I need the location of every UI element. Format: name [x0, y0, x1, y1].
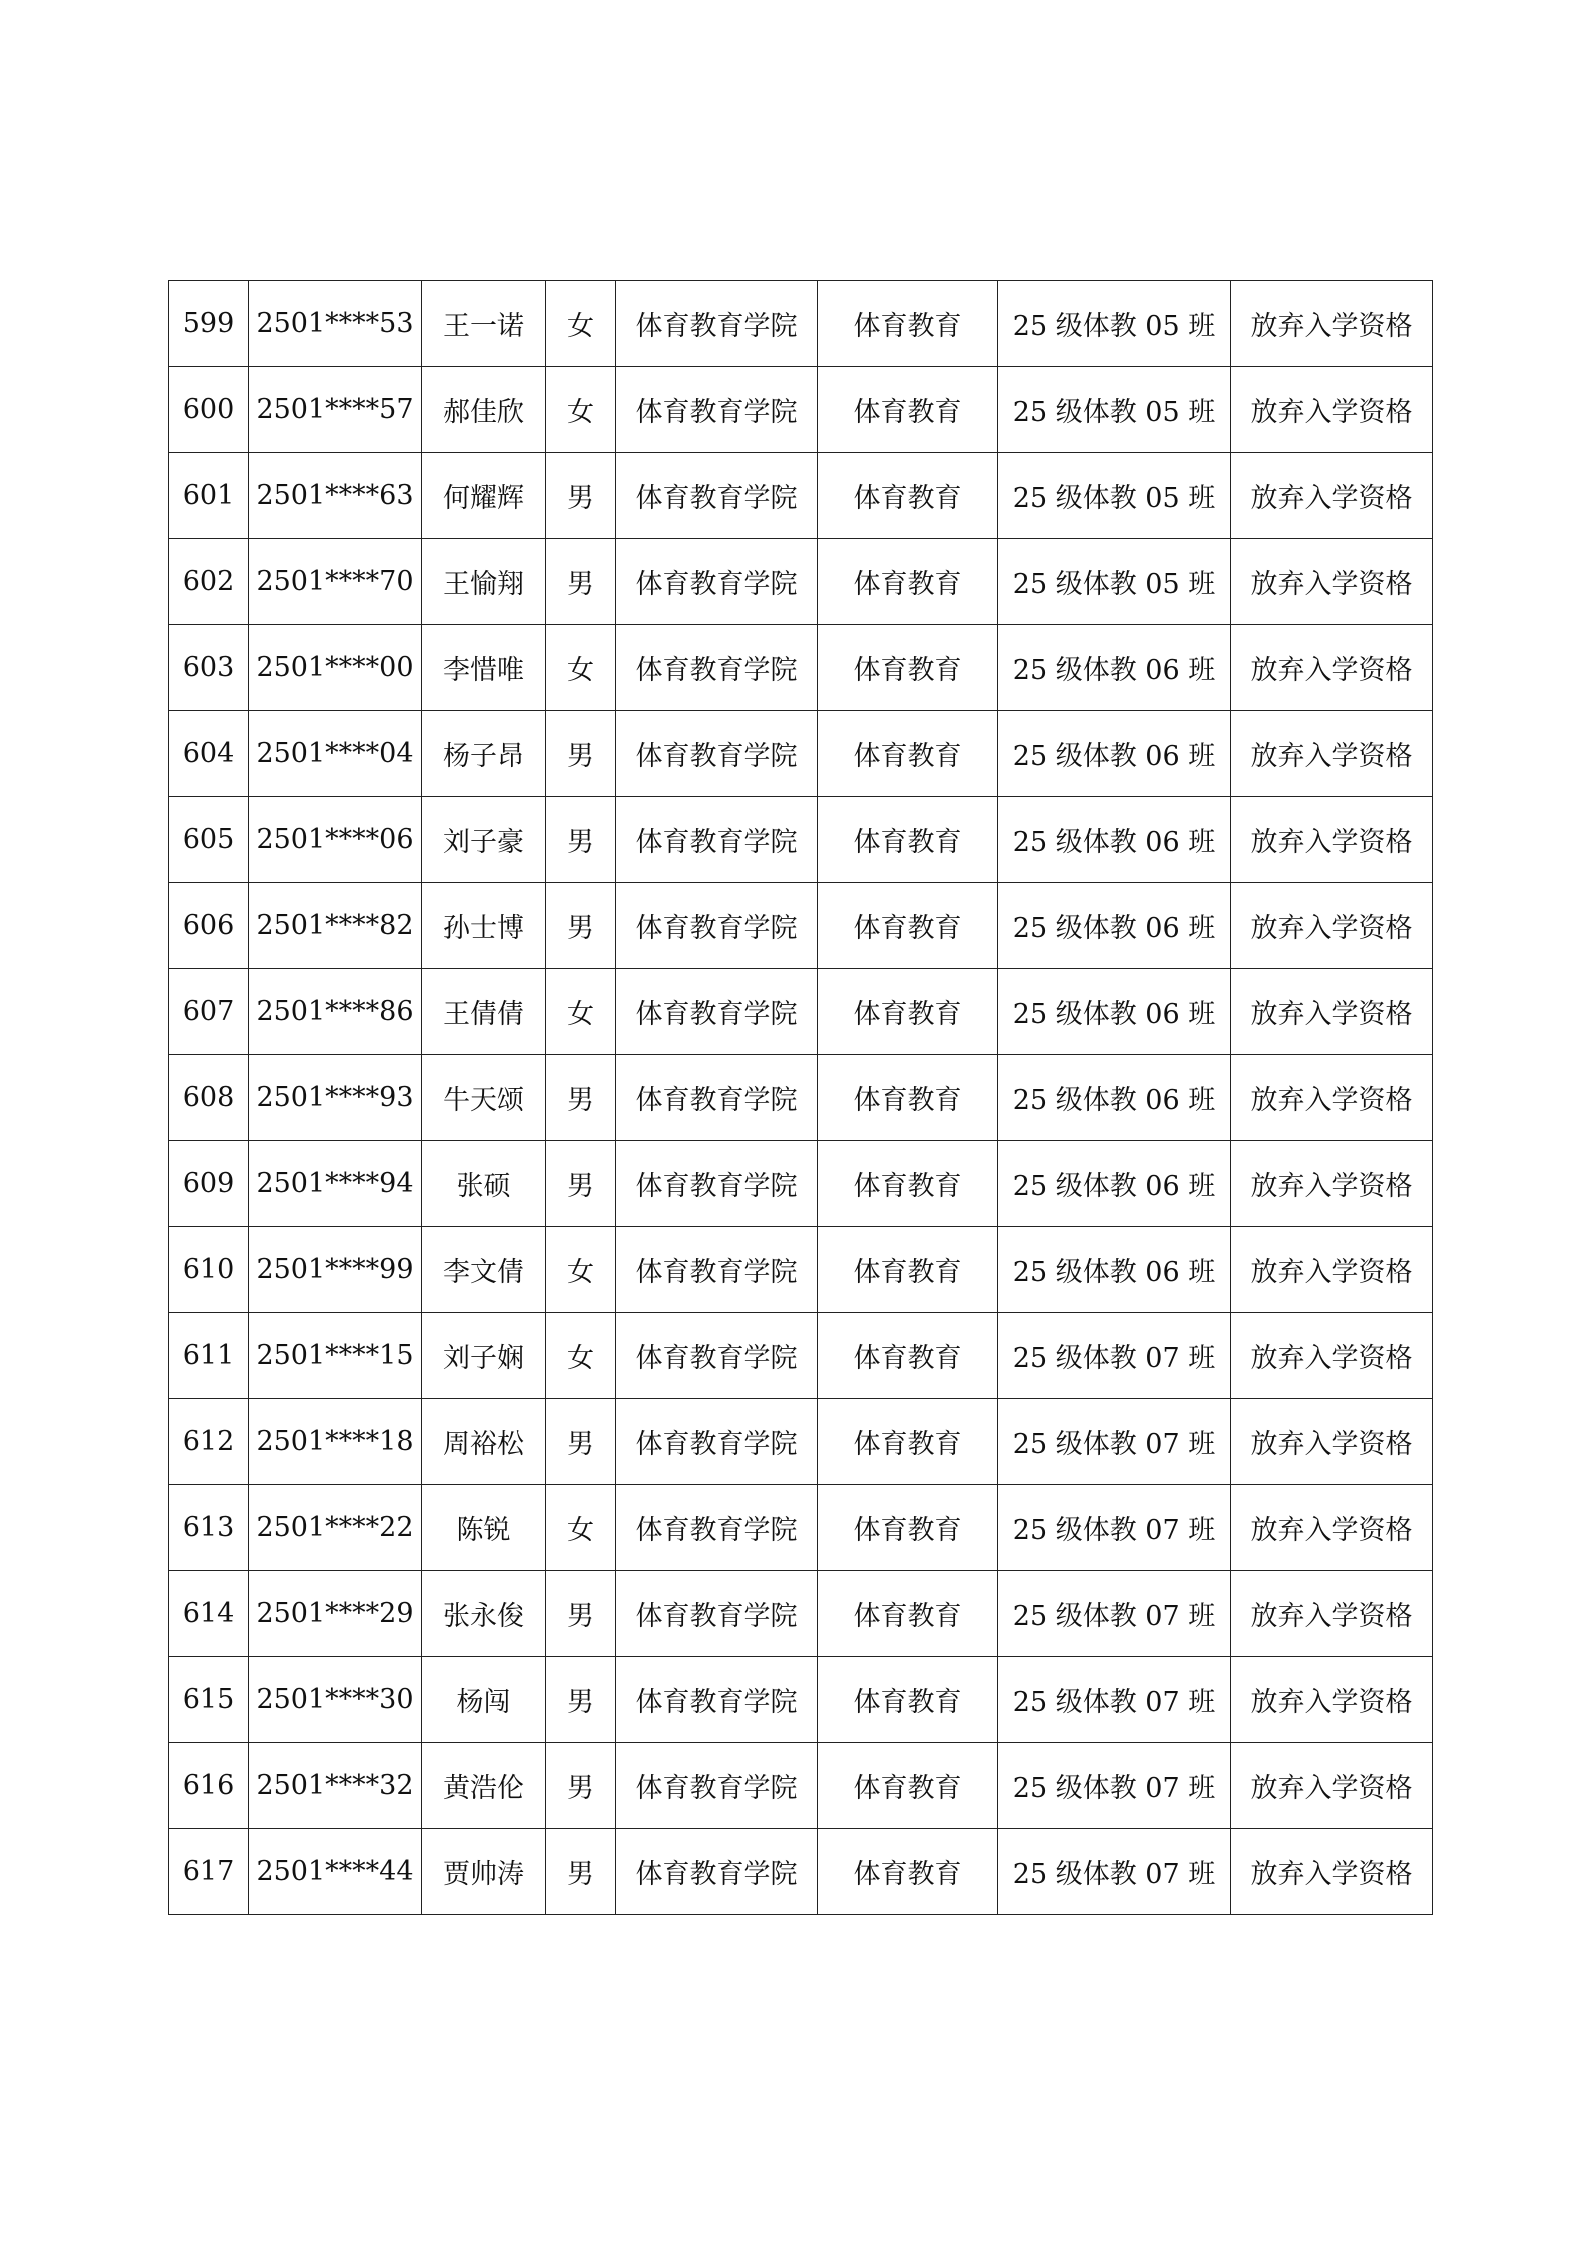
row-number-cell: 602	[169, 539, 249, 625]
table-row	[169, 969, 1433, 1055]
student-name-cell: 何耀辉	[422, 453, 546, 539]
student-name-cell: 杨闯	[422, 1657, 546, 1743]
gender-cell: 女	[546, 625, 616, 711]
row-number-cell: 604	[169, 711, 249, 797]
table-row	[169, 797, 1433, 883]
gender-cell: 男	[546, 1571, 616, 1657]
gender-cell: 男	[546, 883, 616, 969]
table-row	[169, 1313, 1433, 1399]
class-cell: 25 级体教 06 班	[998, 1055, 1231, 1141]
college-cell: 体育教育学院	[616, 711, 818, 797]
student-name-cell: 周裕松	[422, 1399, 546, 1485]
student-name-cell: 刘子娴	[422, 1313, 546, 1399]
table-row	[169, 1743, 1433, 1829]
college-cell: 体育教育学院	[616, 367, 818, 453]
college-cell: 体育教育学院	[616, 1657, 818, 1743]
table-row	[169, 1399, 1433, 1485]
major-cell: 体育教育	[818, 453, 998, 539]
row-number-cell: 615	[169, 1657, 249, 1743]
student-id-cell: 2501****82	[249, 883, 422, 969]
class-cell: 25 级体教 07 班	[998, 1485, 1231, 1571]
table-row	[169, 1227, 1433, 1313]
row-number-cell: 608	[169, 1055, 249, 1141]
major-cell: 体育教育	[818, 539, 998, 625]
student-id-cell: 2501****57	[249, 367, 422, 453]
student-roster-table	[168, 280, 1433, 1915]
row-number-cell: 609	[169, 1141, 249, 1227]
student-id-cell: 2501****93	[249, 1055, 422, 1141]
student-name-cell: 张永俊	[422, 1571, 546, 1657]
class-cell: 25 级体教 07 班	[998, 1657, 1231, 1743]
college-cell: 体育教育学院	[616, 1141, 818, 1227]
row-number-cell: 617	[169, 1829, 249, 1915]
college-cell: 体育教育学院	[616, 1571, 818, 1657]
row-number-cell: 607	[169, 969, 249, 1055]
college-cell: 体育教育学院	[616, 539, 818, 625]
status-cell: 放弃入学资格	[1231, 969, 1433, 1055]
table-row	[169, 539, 1433, 625]
student-id-cell: 2501****44	[249, 1829, 422, 1915]
major-cell: 体育教育	[818, 281, 998, 367]
student-name-cell: 刘子豪	[422, 797, 546, 883]
row-number-cell: 612	[169, 1399, 249, 1485]
student-name-cell: 李惜唯	[422, 625, 546, 711]
college-cell: 体育教育学院	[616, 883, 818, 969]
class-cell: 25 级体教 06 班	[998, 1141, 1231, 1227]
gender-cell: 女	[546, 281, 616, 367]
student-id-cell: 2501****99	[249, 1227, 422, 1313]
status-cell: 放弃入学资格	[1231, 1743, 1433, 1829]
college-cell: 体育教育学院	[616, 1227, 818, 1313]
class-cell: 25 级体教 07 班	[998, 1743, 1231, 1829]
status-cell: 放弃入学资格	[1231, 625, 1433, 711]
class-cell: 25 级体教 06 班	[998, 883, 1231, 969]
gender-cell: 男	[546, 1399, 616, 1485]
table-row	[169, 625, 1433, 711]
gender-cell: 男	[546, 1141, 616, 1227]
table-row	[169, 281, 1433, 367]
student-name-cell: 李文倩	[422, 1227, 546, 1313]
status-cell: 放弃入学资格	[1231, 1657, 1433, 1743]
status-cell: 放弃入学资格	[1231, 1571, 1433, 1657]
class-cell: 25 级体教 07 班	[998, 1313, 1231, 1399]
row-number-cell: 610	[169, 1227, 249, 1313]
student-id-cell: 2501****04	[249, 711, 422, 797]
gender-cell: 女	[546, 367, 616, 453]
student-name-cell: 贾帅涛	[422, 1829, 546, 1915]
gender-cell: 男	[546, 1743, 616, 1829]
gender-cell: 男	[546, 1829, 616, 1915]
major-cell: 体育教育	[818, 1485, 998, 1571]
gender-cell: 女	[546, 1227, 616, 1313]
student-id-cell: 2501****63	[249, 453, 422, 539]
gender-cell: 男	[546, 539, 616, 625]
gender-cell: 女	[546, 1313, 616, 1399]
student-id-cell: 2501****29	[249, 1571, 422, 1657]
table-row	[169, 883, 1433, 969]
status-cell: 放弃入学资格	[1231, 1227, 1433, 1313]
college-cell: 体育教育学院	[616, 1829, 818, 1915]
major-cell: 体育教育	[818, 1055, 998, 1141]
major-cell: 体育教育	[818, 1657, 998, 1743]
class-cell: 25 级体教 06 班	[998, 797, 1231, 883]
table-row	[169, 1657, 1433, 1743]
class-cell: 25 级体教 06 班	[998, 1227, 1231, 1313]
status-cell: 放弃入学资格	[1231, 281, 1433, 367]
student-name-cell: 郝佳欣	[422, 367, 546, 453]
class-cell: 25 级体教 05 班	[998, 539, 1231, 625]
class-cell: 25 级体教 06 班	[998, 625, 1231, 711]
college-cell: 体育教育学院	[616, 1313, 818, 1399]
class-cell: 25 级体教 07 班	[998, 1399, 1231, 1485]
status-cell: 放弃入学资格	[1231, 1829, 1433, 1915]
gender-cell: 男	[546, 797, 616, 883]
status-cell: 放弃入学资格	[1231, 539, 1433, 625]
class-cell: 25 级体教 07 班	[998, 1571, 1231, 1657]
status-cell: 放弃入学资格	[1231, 797, 1433, 883]
row-number-cell: 611	[169, 1313, 249, 1399]
major-cell: 体育教育	[818, 1829, 998, 1915]
student-id-cell: 2501****00	[249, 625, 422, 711]
major-cell: 体育教育	[818, 1227, 998, 1313]
table-row	[169, 711, 1433, 797]
status-cell: 放弃入学资格	[1231, 711, 1433, 797]
row-number-cell: 606	[169, 883, 249, 969]
student-id-cell: 2501****30	[249, 1657, 422, 1743]
table-row	[169, 1571, 1433, 1657]
gender-cell: 男	[546, 453, 616, 539]
major-cell: 体育教育	[818, 1141, 998, 1227]
major-cell: 体育教育	[818, 797, 998, 883]
major-cell: 体育教育	[818, 969, 998, 1055]
major-cell: 体育教育	[818, 711, 998, 797]
student-name-cell: 王倩倩	[422, 969, 546, 1055]
major-cell: 体育教育	[818, 883, 998, 969]
row-number-cell: 614	[169, 1571, 249, 1657]
student-id-cell: 2501****86	[249, 969, 422, 1055]
gender-cell: 女	[546, 1485, 616, 1571]
row-number-cell: 600	[169, 367, 249, 453]
class-cell: 25 级体教 06 班	[998, 711, 1231, 797]
status-cell: 放弃入学资格	[1231, 453, 1433, 539]
row-number-cell: 603	[169, 625, 249, 711]
student-id-cell: 2501****94	[249, 1141, 422, 1227]
student-name-cell: 陈锐	[422, 1485, 546, 1571]
student-id-cell: 2501****22	[249, 1485, 422, 1571]
student-name-cell: 王愉翔	[422, 539, 546, 625]
gender-cell: 男	[546, 711, 616, 797]
student-name-cell: 王一诺	[422, 281, 546, 367]
status-cell: 放弃入学资格	[1231, 883, 1433, 969]
row-number-cell: 599	[169, 281, 249, 367]
gender-cell: 男	[546, 1055, 616, 1141]
college-cell: 体育教育学院	[616, 625, 818, 711]
gender-cell: 女	[546, 969, 616, 1055]
student-id-cell: 2501****06	[249, 797, 422, 883]
college-cell: 体育教育学院	[616, 1485, 818, 1571]
class-cell: 25 级体教 06 班	[998, 969, 1231, 1055]
major-cell: 体育教育	[818, 1313, 998, 1399]
row-number-cell: 613	[169, 1485, 249, 1571]
table-row	[169, 453, 1433, 539]
college-cell: 体育教育学院	[616, 1743, 818, 1829]
status-cell: 放弃入学资格	[1231, 1141, 1433, 1227]
student-name-cell: 杨子昂	[422, 711, 546, 797]
class-cell: 25 级体教 05 班	[998, 281, 1231, 367]
college-cell: 体育教育学院	[616, 281, 818, 367]
major-cell: 体育教育	[818, 367, 998, 453]
table-row	[169, 1485, 1433, 1571]
class-cell: 25 级体教 07 班	[998, 1829, 1231, 1915]
student-name-cell: 张硕	[422, 1141, 546, 1227]
student-id-cell: 2501****32	[249, 1743, 422, 1829]
college-cell: 体育教育学院	[616, 1399, 818, 1485]
class-cell: 25 级体教 05 班	[998, 367, 1231, 453]
class-cell: 25 级体教 05 班	[998, 453, 1231, 539]
student-id-cell: 2501****70	[249, 539, 422, 625]
major-cell: 体育教育	[818, 1399, 998, 1485]
table-row	[169, 1055, 1433, 1141]
student-name-cell: 黄浩伦	[422, 1743, 546, 1829]
college-cell: 体育教育学院	[616, 969, 818, 1055]
status-cell: 放弃入学资格	[1231, 1055, 1433, 1141]
college-cell: 体育教育学院	[616, 453, 818, 539]
student-id-cell: 2501****15	[249, 1313, 422, 1399]
table-row	[169, 1141, 1433, 1227]
status-cell: 放弃入学资格	[1231, 1485, 1433, 1571]
student-id-cell: 2501****53	[249, 281, 422, 367]
college-cell: 体育教育学院	[616, 1055, 818, 1141]
row-number-cell: 601	[169, 453, 249, 539]
status-cell: 放弃入学资格	[1231, 367, 1433, 453]
student-name-cell: 孙士博	[422, 883, 546, 969]
student-name-cell: 牛天颂	[422, 1055, 546, 1141]
status-cell: 放弃入学资格	[1231, 1313, 1433, 1399]
status-cell: 放弃入学资格	[1231, 1399, 1433, 1485]
college-cell: 体育教育学院	[616, 797, 818, 883]
table-row	[169, 367, 1433, 453]
major-cell: 体育教育	[818, 1571, 998, 1657]
table-row	[169, 1829, 1433, 1915]
row-number-cell: 616	[169, 1743, 249, 1829]
roster-body	[169, 281, 1433, 1915]
gender-cell: 男	[546, 1657, 616, 1743]
row-number-cell: 605	[169, 797, 249, 883]
student-id-cell: 2501****18	[249, 1399, 422, 1485]
major-cell: 体育教育	[818, 1743, 998, 1829]
major-cell: 体育教育	[818, 625, 998, 711]
